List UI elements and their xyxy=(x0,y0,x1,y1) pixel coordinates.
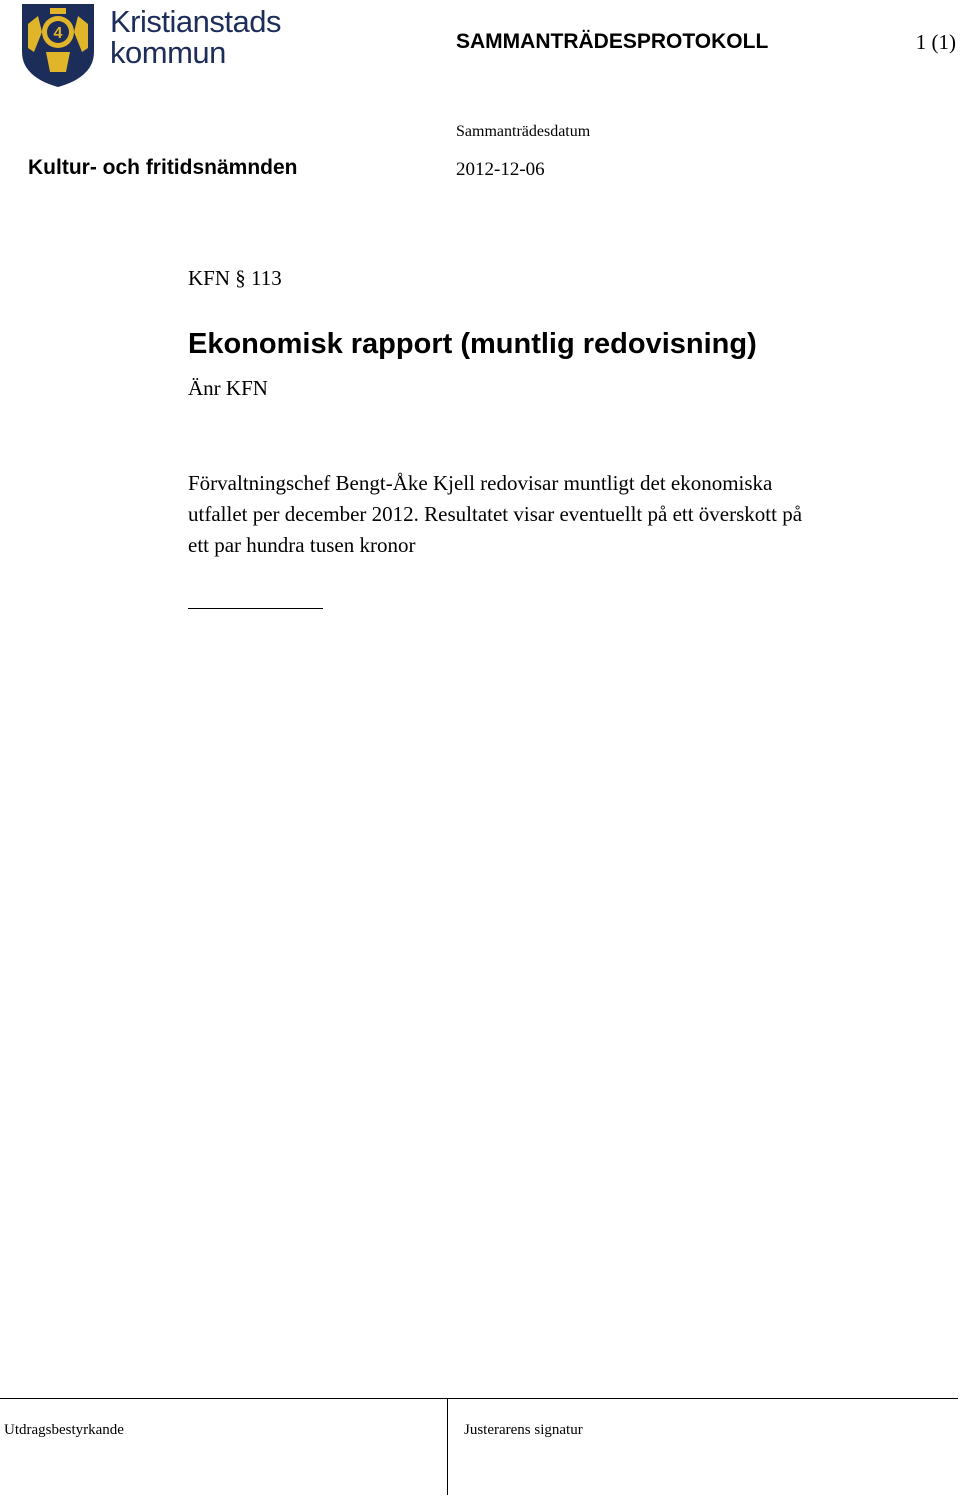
municipality-logo-text xyxy=(110,6,281,68)
certification-label: Utdragsbestyrkande xyxy=(4,1422,124,1438)
footer-rule xyxy=(0,1398,958,1399)
item-title: Ekonomisk rapport (muntlig redovisning) xyxy=(188,328,757,360)
body-line: utfallet per december 2012. Resultatet visar eventuellt på ett överskott på xyxy=(188,502,803,526)
body-line: ett par hundra tusen kronor xyxy=(188,533,416,557)
municipality-coat-of-arms-icon xyxy=(20,2,96,88)
footer-divider xyxy=(447,1398,448,1495)
page-number: 1 (1) xyxy=(915,30,956,54)
body-line: Förvaltningschef Bengt-Åke Kjell redovisar muntligt det ekonomiska xyxy=(188,471,773,495)
svg-text:4: 4 xyxy=(53,25,63,42)
meeting-date-value: 2012-12-06 xyxy=(456,159,545,180)
logo-line-1: Kristianstads xyxy=(110,4,281,39)
adjuster-signature-label: Justerarens signatur xyxy=(464,1422,583,1438)
end-of-item-rule xyxy=(188,608,323,609)
logo-line-2: kommun xyxy=(110,35,226,70)
meeting-date-label: Sammanträdesdatum xyxy=(456,123,591,140)
committee-name: Kultur- och fritidsnämnden xyxy=(28,156,298,179)
document-type-heading: SAMMANTRÄDESPROTOKOLL xyxy=(456,30,769,53)
item-body-text xyxy=(188,468,888,561)
paragraph-reference: KFN § 113 xyxy=(188,266,282,290)
registration-number: Änr KFN xyxy=(188,376,268,400)
